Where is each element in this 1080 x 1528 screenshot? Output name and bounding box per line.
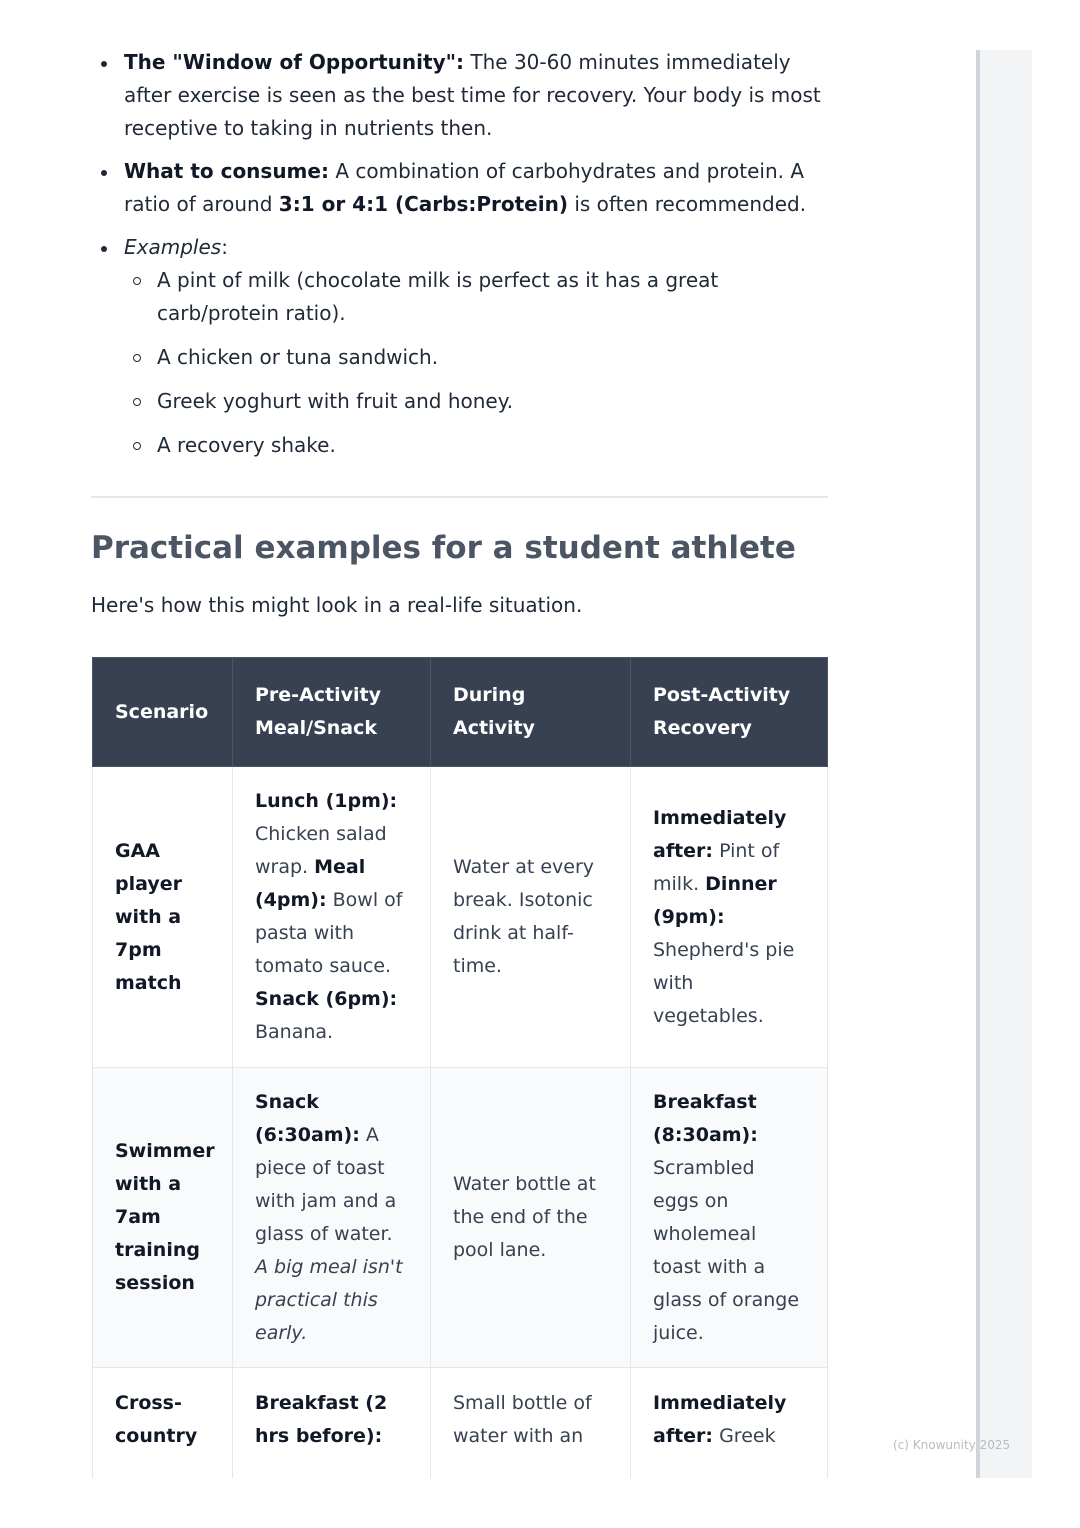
during-activity-cell: Water bottle at the end of the pool lane. bbox=[431, 1068, 631, 1368]
bullet-what-to-consume bbox=[91, 155, 828, 221]
meal-text: Banana. bbox=[255, 1021, 334, 1043]
meal-label: Snack (6pm): bbox=[255, 988, 398, 1010]
header-pre-activity: Pre-Activity Meal/Snack bbox=[233, 658, 431, 767]
bullet-window-of-opportunity bbox=[91, 46, 828, 145]
meal-text: Pint of milk. bbox=[653, 839, 780, 895]
table-row bbox=[93, 767, 828, 1068]
bullet-label: What to consume: bbox=[124, 159, 329, 183]
post-activity-cell bbox=[631, 1068, 828, 1368]
bullet-text: The 30-60 minutes immediately after exercise is seen as the best time for recovery. Your body is most receptive to taking in nutrients then. bbox=[124, 50, 821, 140]
example-item: Greek yoghurt with fruit and honey. bbox=[124, 385, 828, 418]
examples-label: Examples bbox=[124, 235, 222, 259]
meal-label: Meal (4pm): bbox=[255, 856, 366, 911]
meal-label: Immediately after: bbox=[653, 1392, 787, 1447]
meal-label: Dinner (9pm): bbox=[653, 872, 777, 928]
meal-text: Chicken salad wrap. bbox=[255, 823, 387, 878]
during-activity-cell: Water at every break. Isotonic drink at half-time. bbox=[431, 767, 631, 1068]
meal-label: Immediately after: bbox=[653, 806, 787, 862]
pre-activity-cell bbox=[233, 1068, 431, 1368]
bullet-examples bbox=[91, 231, 828, 462]
table-row bbox=[93, 1068, 828, 1368]
example-item: A pint of milk (chocolate milk is perfect as it has a great carb/protein ratio). bbox=[124, 264, 828, 330]
meal-label: Breakfast (8:30am): bbox=[653, 1090, 758, 1146]
during-activity-cell: Small bottle of water with an bbox=[431, 1368, 631, 1508]
meal-text: Shepherd's pie with vegetables. bbox=[653, 938, 795, 1027]
meal-label: Lunch (1pm): bbox=[255, 790, 398, 812]
athlete-examples-table bbox=[92, 657, 828, 1508]
section-intro: Here's how this might look in a real-life situation. bbox=[91, 593, 583, 617]
post-activity-cell bbox=[631, 767, 828, 1068]
page-bottom-edge bbox=[0, 1478, 975, 1528]
watermark: (c) Knowunity 2025 bbox=[893, 1438, 1011, 1452]
meal-text: Greek bbox=[713, 1425, 776, 1447]
examples-list bbox=[124, 264, 828, 462]
ratio-text: 3:1 or 4:1 (Carbs:Protein) bbox=[278, 192, 568, 216]
example-item: A chicken or tuna sandwich. bbox=[124, 341, 828, 374]
recovery-bullets bbox=[91, 46, 828, 473]
bullet-label: The "Window of Opportunity": bbox=[124, 50, 465, 74]
scenario-cell: Cross-country bbox=[93, 1368, 233, 1508]
bullet-text: is often recommended. bbox=[567, 192, 807, 216]
meal-label: Breakfast (2 hrs before): bbox=[255, 1392, 388, 1447]
meal-text: Scrambled eggs on wholemeal toast with a glass of orange juice. bbox=[653, 1156, 800, 1344]
examples-colon: : bbox=[221, 235, 228, 259]
table-header-row bbox=[93, 658, 828, 767]
meal-text: A piece of toast with jam and a glass of water. bbox=[255, 1123, 397, 1245]
bullet-text: A combination of carbohydrates and protein. A ratio of around bbox=[124, 159, 805, 216]
header-scenario: Scenario bbox=[93, 658, 233, 767]
page-sidebar bbox=[976, 50, 1032, 1478]
header-during-activity: During Activity bbox=[431, 658, 631, 767]
scenario-cell: Swimmer with a 7am training session bbox=[93, 1068, 233, 1368]
pre-activity-cell bbox=[233, 767, 431, 1068]
section-title: Practical examples for a student athlete bbox=[91, 530, 796, 566]
scenario-cell: GAA player with a 7pm match bbox=[93, 767, 233, 1068]
meal-label: Snack (6:30am): bbox=[255, 1090, 360, 1146]
section-divider bbox=[91, 496, 828, 498]
example-item: A recovery shake. bbox=[124, 429, 828, 462]
meal-note: A big meal isn't practical this early. bbox=[255, 1255, 403, 1344]
bullet-list bbox=[91, 46, 828, 462]
meal-text: Bowl of pasta with tomato sauce. bbox=[255, 889, 403, 977]
header-post-activity: Post-Activity Recovery bbox=[631, 658, 828, 767]
